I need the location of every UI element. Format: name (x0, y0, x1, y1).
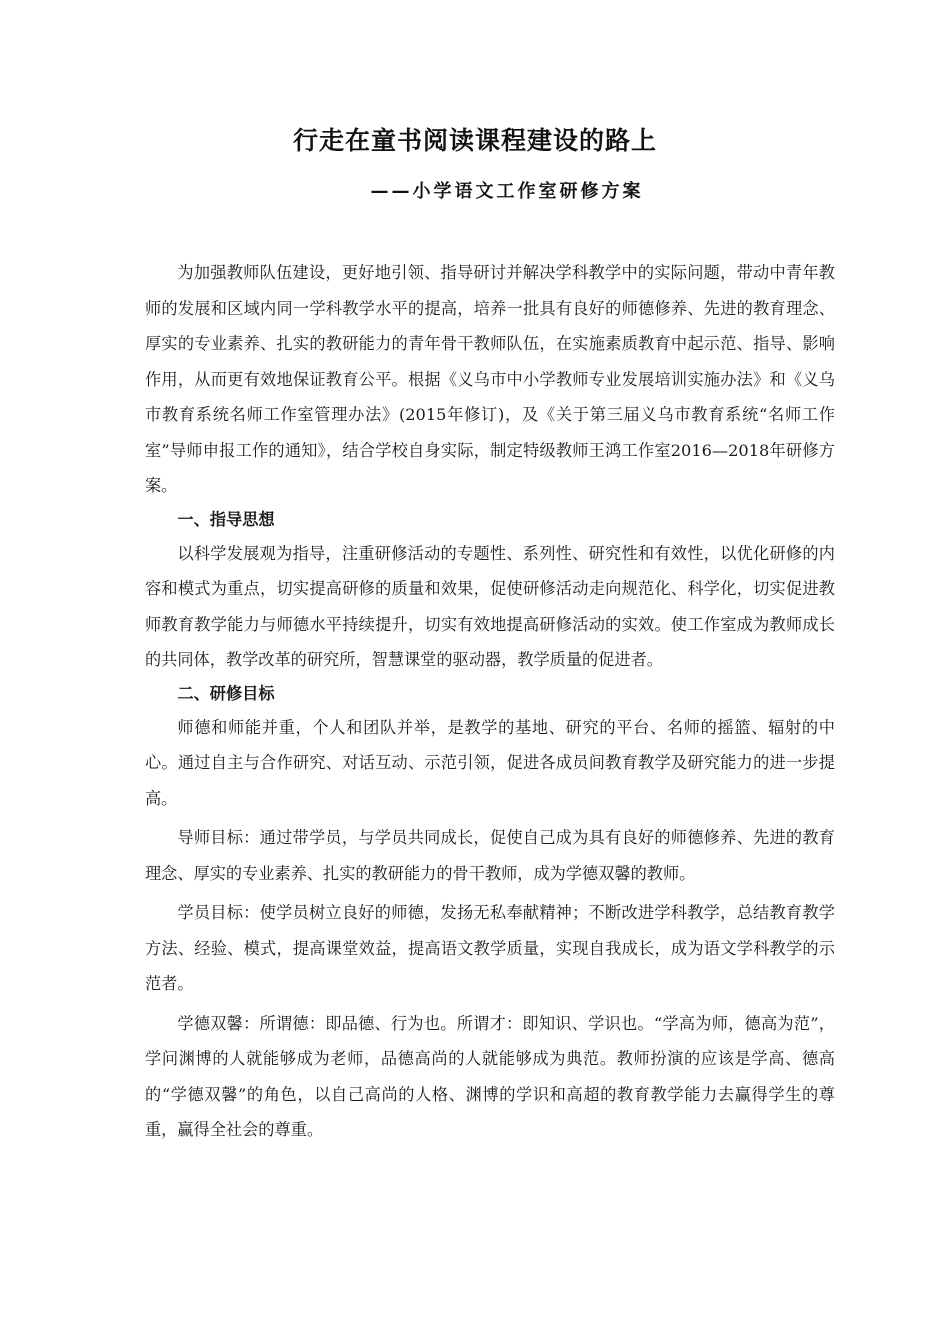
mentor-goal-paragraph: 导师目标：通过带学员，与学员共同成长，促使自己成为具有良好的师德修养、先进的教育理念、厚实的专业素养、扎实的教研能力的骨干教师，成为学德双馨的教师。 (145, 828, 835, 883)
section-heading-training-goals: 二、研修目标 (177, 683, 275, 703)
student-goal-paragraph: 学员目标：使学员树立良好的师德，发扬无私奉献精神；不断改进学科教学，总结教育教学方法、经验、模式，提高课堂效益，提高语文教学质量，实现自我成长，成为语文学科教学的示范者。 (145, 903, 835, 993)
section-heading-guiding-thought: 一、指导思想 (177, 509, 275, 529)
document-title: 行走在童书阅读课程建设的路上 (292, 126, 657, 155)
training-goals-paragraph: 师德和师能并重，个人和团队并举，是教学的基地、研究的平台、名师的摇篮、辐射的中心。通过自主与合作研究、对话互动、示范引领，促进各成员间教育教学及研究能力的进一步提高。 (145, 717, 835, 808)
intro-paragraph: 为加强教师队伍建设，更好地引领、指导研讨并解决学科教学中的实际问题，带动中青年教师的发展和区域内同一学科教学水平的提高，培养一批具有良好的师德修养、先进的教育理念、厚实的专业素养、扎实的教研能力的青年骨干教师队伍，在实施素质教育中起示范、指导、影响作用，从而更有效地保证教育公平。根据《义乌市中小学教师专业发展培训实施办法》和《义乌市教育系统名师工作室管理办法》(2015年修订)，及《关于第三届义乌市教育系统“名师工作室”导师申报工作的通知》，结合学校自身实际，制定特级教师王鸿工作室2016—2018年研修方案。 (145, 263, 835, 495)
guiding-thought-paragraph: 以科学发展观为指导，注重研修活动的专题性、系列性、研究性和有效性，以优化研修的内容和模式为重点，切实提高研修的质量和效果，促使研修活动走向规范化、科学化，切实促进教师教育教学能力与师德水平持续提升，切实有效地提高研修活动的实效。使工作室成为教师成长的共同体，教学改革的研究所，智慧课堂的驱动器，教学质量的促进者。 (145, 543, 835, 669)
document-body (145, 255, 835, 1148)
virtue-paragraph: 学德双馨：所谓德：即品德、行为也。所谓才：即知识、学识也。“学高为师，德高为范”，学问渊博的人就能够成为老师，品德高尚的人就能够成为典范。教师扮演的应该是学高、德高的“学德双馨”的角色，以自己高尚的人格、渊博的学识和高超的教育教学能力去赢得学生的尊重，赢得全社会的尊重。 (145, 1013, 835, 1139)
document-subtitle: ——小学语文工作室研修方案 (370, 181, 644, 202)
